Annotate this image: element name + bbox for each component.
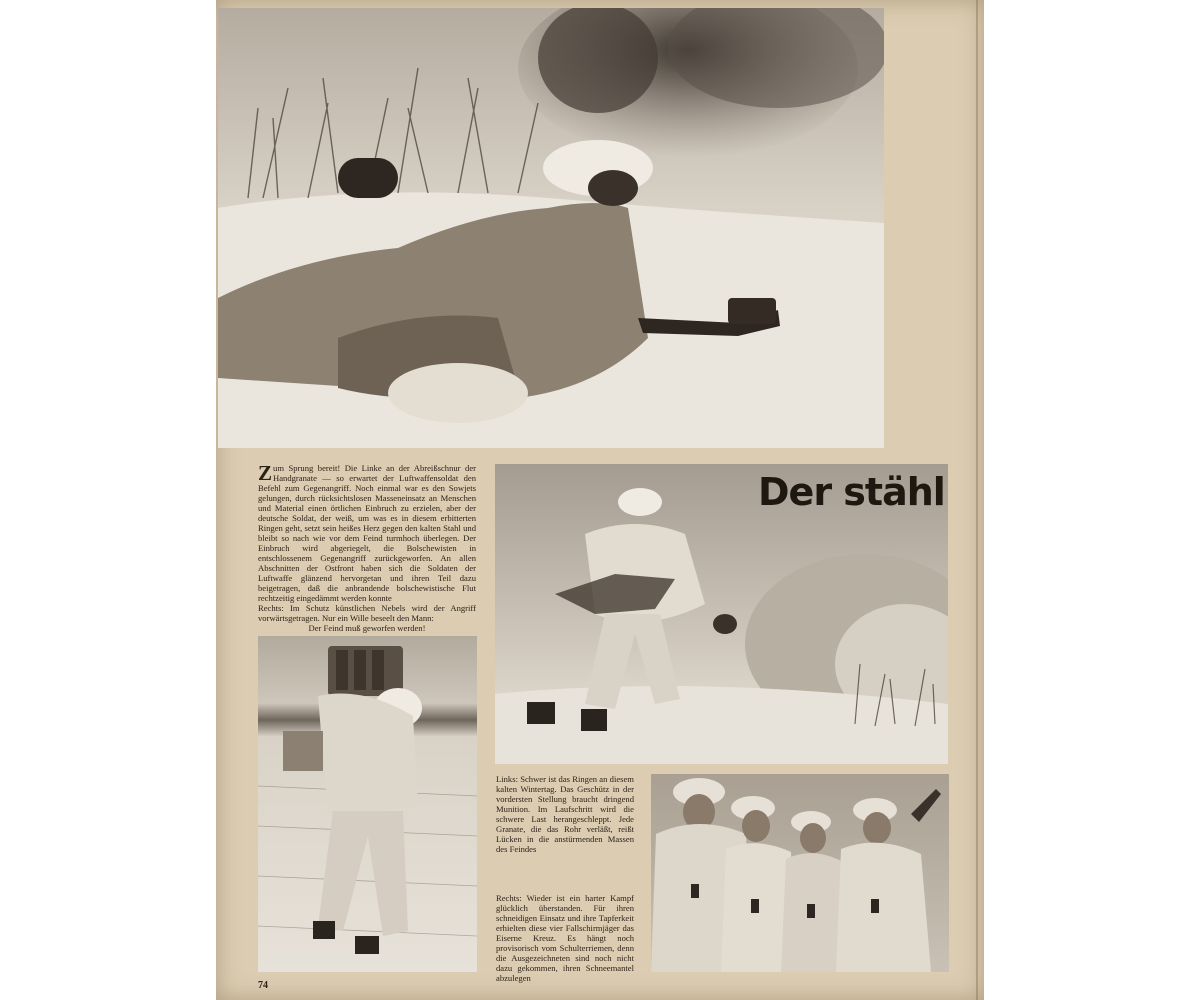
photo-prone-soldier-grenade [218,8,884,448]
headline: Der stähl [758,470,945,514]
main-caption-rechts: Rechts: Im Schutz künstlichen Nebels wird der Angriff vorwärtsgetragen. Nur ein Wille beseelt den Mann: [258,603,476,623]
caption-dropcap: Z [258,461,273,485]
page-number: 74 [258,980,268,991]
main-caption [258,463,476,633]
main-caption-text: um Sprung bereit! Die Linke an der Abreißschnur der Handgranate — so erwartet der Luftwaffensoldat den Befehl zum Gegenangriff. Noch einmal war es den Sowjets gelungen, durch rücksichtslosen Masseneinsatz an Menschen und Material einen örtlichen Einbruch zu erzielen, aber der deutsche Soldat, der weiß, um was es in diesem erbitterten Ringen geht, setzt sein heißes Herz gegen den kalten Stahl und bleibt so nach wie vor dem Feind turmhoch überlegen. Der Einbruch wird abgeriegelt, die Bolschewisten in entschlossenem Gegenangriff zurückgeworfen. An allen Abschnitten der Ostfront haben sich die Soldaten der Luftwaffe glänzend hervorgetan und ihren Teil dazu beigetragen, daß die anbrandende bolschewistische Flut rechtzeitig eingedämmt werden konnte [258,463,476,603]
main-caption-rechts-end: Der Feind muß geworfen werden! [308,623,426,633]
links-caption: Links: Schwer ist das Ringen an diesem kalten Wintertag. Das Geschütz in der vordersten Stellung braucht dringend Munition. Im Laufschritt wird die schwere Last herangeschleppt. Jede Granate, die das Rohr verläßt, reißt Lücken in die anstürmenden Massen des Feindes [496,774,634,854]
photo-four-decorated-paratroopers [651,774,949,972]
rechts-caption: Rechts: Wieder ist ein harter Kampf glücklich überstanden. Für ihren schneidigen Einsatz und ihre Tapferkeit erhielten diese vier Fallschirmjäger das Eiserne Kreuz. Es hängt noch provisorisch vom Schulterriemen, denn die Ausgezeichneten sind noch nicht dazu gekommen, ihren Schneemantel abzulegen [496,893,634,983]
photo-soldier-carrying-ammunition [258,636,477,972]
